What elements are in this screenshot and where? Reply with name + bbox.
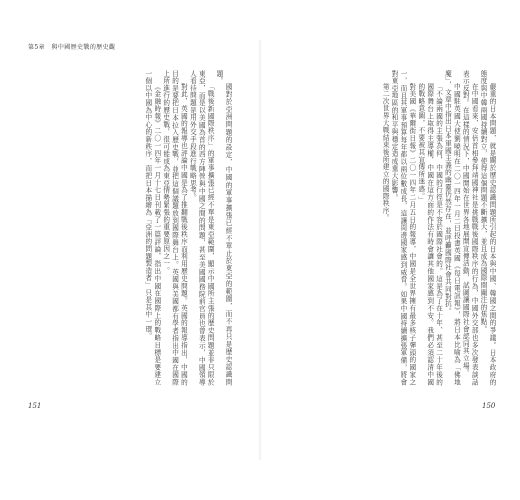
right-page — [260, 0, 520, 500]
paragraph: 嚴重的日本問題，就是關於歷史認識問題所引起的日本與中國、韓國之間的爭議。日本政府的態度與中韓兩國持續對立，使得這個問題不斷擴大，並且成為國際間關注的焦點。 — [479, 70, 496, 386]
paragraph: 對此，英國的報導也評論中國是為了推翻戰後秩序而利用歷史問題。英國的報導指出，中國的目的是要把日本拉入歷史戰，並把這個議題放到國際舞台上。英國與美國都有學者指出中國在國際上所進行的歷史戰，很可能成為東亞情勢緊張的重要原因之一。 — [161, 70, 188, 386]
paragraph: 中國駐英國大使劉曉明在二〇一四年一月二日投書英國《每日電訊報》，將日本比喻為「佛地魔」，文章中指出日本軍國主義的幽靈仍然存在，並呼籲國際社會共同對抗。 — [443, 70, 461, 386]
left-page-body — [50, 70, 232, 386]
paragraph: 《金融時報》二〇一四年一月十七日刊載了一篇評論，指出中國在國際上的戰略目標是要建立一個以中國為中心的新秩序，而把日本描繪為「亞洲的問題製造者」只是其中一環。 — [143, 70, 161, 386]
page-number: 150 — [482, 402, 496, 410]
block-quote: 「不論兩國的主張為何，中國的行徑是不容於國際社會的。這是為了在十年、甚至二十年後的國際舞台上取得主導權，中國在這方面的作法有時會讓其他國家感到不安。我們必須認清中國的戰略意圖，不要被其宣傳所迷惑。」 — [416, 83, 443, 386]
right-page-body — [278, 70, 496, 386]
paragraph: 在中國看來，安倍首相參拜靖國神社是挑戰戰後國際秩序的行為，中國外交部也多次發表談話表示反對。在這樣的情況下，中國開始在世界各地展開宣傳活動，試圖讓國際社會認同其立場。 — [461, 70, 479, 386]
running-header: 第5章 與中國歷史戰的歷史觀 — [28, 44, 116, 51]
paragraph: 「戰後新國際秩序」的軍事擴張已經不單是東亞範圍，顯示中國所主張的歷史問題並非只限於東亞，而是以美國為首的西方陣營與中國之間的問題，甚至美國國務院前官員也曾表示，中國領導人看待問題是用外交手段進行戰略思考。 — [188, 70, 215, 386]
paragraph: 第二次世界大戰結束後所建立的國際秩序。 — [381, 83, 390, 222]
paragraph: 對美國《華爾街日報》二〇一四年二月五日的報導，中國是全世界擁有最多核子彈頭的國家之一，而且其軍事預算每年都以兩位數成長，這讓周邊國家感到威脅。如果中國持續擴張軍備，將會對東亞地區的和平與穩定造成重大影響。 — [390, 70, 416, 386]
page-number: 151 — [28, 402, 42, 410]
paragraph: 國對於亞洲問題的設定，中國的軍事擴張已經不單止於東亞的範圍，而不再只是歷史認識問題。 — [215, 70, 232, 386]
